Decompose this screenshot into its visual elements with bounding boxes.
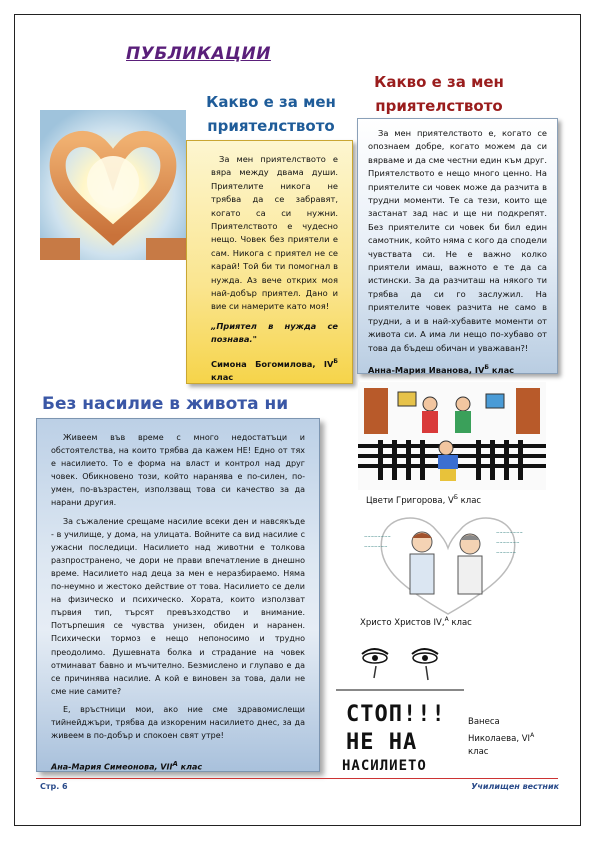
svg-text:~~~~~~~~: ~~~~~~~~ — [364, 534, 391, 539]
article1-quote: „Приятел в нужда се познава." — [211, 320, 338, 345]
svg-text:~~~~~~~: ~~~~~~~ — [364, 544, 388, 549]
caption-drawing-3: Ванеса Николаева, $VI^А$ клас — [468, 717, 535, 757]
svg-text:~~~~~~~~: ~~~~~~~~ — [496, 530, 523, 535]
drawing-two-boys-heart — [356, 508, 540, 616]
svg-text:~~~~~~~: ~~~~~~~ — [496, 540, 520, 545]
caption-drawing-1: Цвети Григорова, $V^Б$ клас — [366, 494, 482, 506]
footer-divider — [36, 778, 558, 779]
article2-title: Какво е за мен приятелството — [374, 73, 504, 115]
stop-text-line-2: НЕ НА — [346, 730, 418, 755]
article3-paragraph-3: Е, връстници мои, ако ние сме здравомислещи тийнейджъри, трябва да изкореним насилието днес, за да живеем в по-добър и спокоен свят утре! — [51, 704, 305, 741]
article2-author: Анна-Мария Иванова, $IV^Б$ клас — [368, 363, 515, 375]
article1-body: За мен приятелството е вяра между двама души. Приятелите никога не трябва да се забравят, когато са си нужни. Приятелството е чудесно нещо. Човек без приятели е сам. Никога с приятел не се карай! Той би ти помогнал в нужда. Аз вече открих моя най-добър приятел. Дано и вие си намерите като моя! — [211, 154, 338, 312]
svg-text:~~~~~~: ~~~~~~ — [496, 550, 517, 555]
article2-body: За мен приятелството е, когато се опознаем добре, когато можем да си вярваме и да сме честни един към друг. Приятелството е нещо много ценно. На приятелите си човек може да разчита в трудни моменти. Те са тези, които ще застанат зад нас и ще ни подкрепят. Без приятелите си човек би бил един самотник, който няма с кого да сподели чувствата си. Не е важно колко приятели имаш, важното е те да са истински. За да разчиташ на някого ти трябва да си го заслужил. На приятелите човек разчита не само в трудни, а и в най-хубавите моменти от живота си. А има ли нещо по-хубаво от това да бъдеш обичан и уважаван?! — [368, 128, 548, 353]
article2-box — [357, 118, 558, 374]
caption-drawing-2: Христо Христов IV,$^А$ клас — [360, 616, 472, 628]
article3-box — [36, 418, 320, 772]
section-title: ПУБЛИКАЦИИ — [126, 44, 271, 64]
article3-author: Ана-Мария Симеонова, $VII^А$ клас — [51, 760, 203, 772]
article3-paragraph-2: За съжаление срещаме насилие всеки ден и навсякъде - в училище, у дома, на улицата. Войните са вид насилие с ужасни последици. Насилието над животни е толкова разпространено, че дори не прави впечатление в днешно време. Насилието над деца за мен е неразбираемо. Няма по-неумно и жестоко действие от това. Насилието се дели на физическо и психическо. Хората, които използват първия тип, търсят превъзходство и внимание. Потърпешия се чувства унизен, обиден и наранен. Психически тормоз е нещо непоносимо и трудно преодолимо. Душевната болка и страдание на човек отминават бавно и мъчително. Безмислено и глупаво е да се причинява насилие. А кой е виновен за това, дали не сме ние самите? — [51, 516, 305, 696]
article1-title: Какво е за мен приятелството — [206, 93, 336, 135]
stop-text-line-1: СТОП!!! — [346, 702, 446, 727]
drawing-stop-violence — [336, 634, 464, 776]
drawing-school-hallway — [358, 382, 546, 490]
article3-title: Без насилие в живота ни — [42, 394, 289, 414]
article1-author: Симона Богомилова, $IV^Б$ клас — [211, 357, 338, 382]
article3-paragraph-1: Живеем във време с много недостатъци и обстоятелства, на които трябва да кажем НЕ! Едно от тях е насилието. То е форма на власт и контрол над друг човек. Обикновено този, който наранява е по-силен, по-умен, по-възрастен, използващ това си качество за да нарани другия. — [51, 433, 305, 508]
footer-publication-name: Училищен вестник — [471, 782, 559, 791]
heart-hands-photo — [40, 110, 186, 260]
article1-box — [186, 140, 353, 384]
footer-page-number: Стр. 6 — [40, 782, 68, 791]
stop-text-line-3: НАСИЛИЕТО — [342, 758, 427, 772]
